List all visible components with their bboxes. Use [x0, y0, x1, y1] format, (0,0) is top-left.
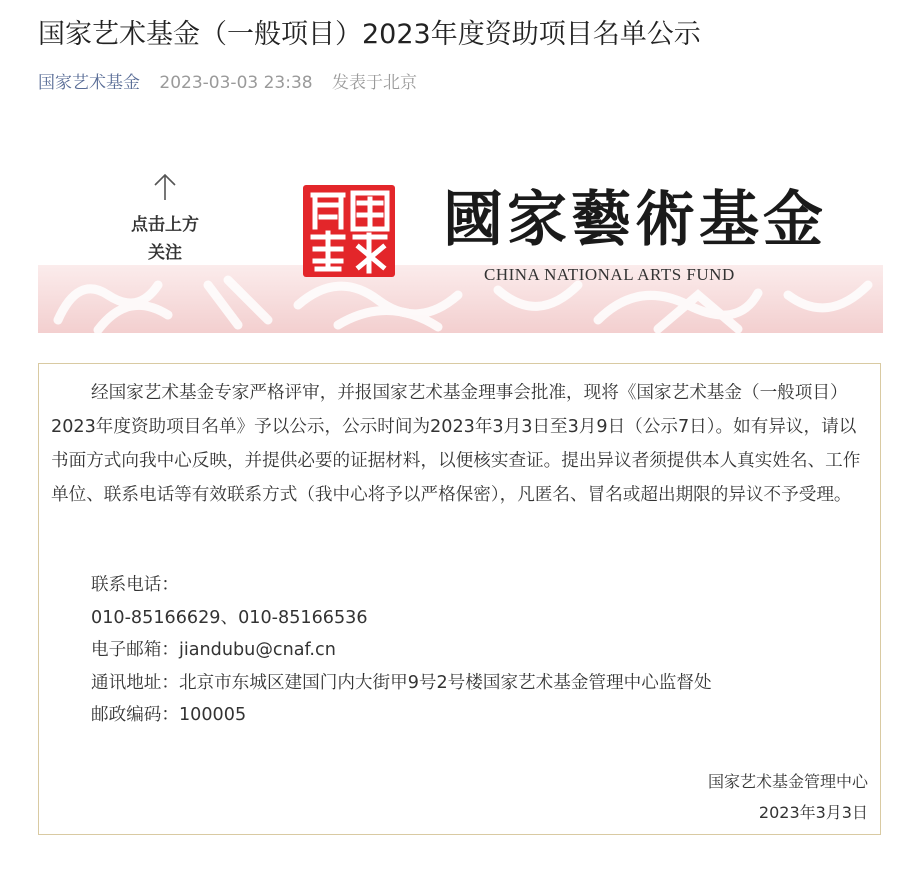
signature-block	[708, 766, 868, 828]
email-line[interactable]: 电子邮箱：jiandubu@cnaf.cn	[91, 640, 336, 660]
up-arrow-icon	[153, 173, 177, 201]
signer-name: 国家艺术基金管理中心	[707, 772, 868, 791]
contact-info	[91, 569, 712, 732]
notice-paragraph: 经国家艺术基金专家严格评审，并报国家艺术基金理事会批准，现将《国家艺术基金（一般项目）2023年度资助项目名单》予以公示，公示时间为2023年3月3日至3月9日（公示7日）。如有异议，请以书面方式向我中心反映，并提供必要的证据材料，以便核实查证。提出异议者须提供本人真实姓名、工作单位、联系电话等有效联系方式（我中心将予以严格保密），凡匿名、冒名或超出期限的异议不予受理。	[51, 383, 861, 505]
organization-name-chinese: 國家藝術基金	[443, 185, 827, 255]
phone-label: 联系电话：	[91, 575, 179, 595]
address-line: 通讯地址：北京市东城区建国门内大街甲9号2号楼国家艺术基金管理中心监督处	[91, 672, 712, 693]
red-seal-icon	[303, 185, 395, 277]
notice-box	[38, 363, 881, 835]
sign-date: 2023年3月3日	[758, 803, 868, 822]
article-meta	[38, 68, 417, 93]
author-link[interactable]: 国家艺术基金	[38, 73, 140, 93]
follow-line-1: 点击上方	[131, 215, 199, 235]
publish-datetime: 2023-03-03 23:38	[159, 73, 313, 93]
follow-prompt[interactable]	[120, 173, 210, 267]
publish-location: 发表于北京	[332, 73, 418, 93]
follow-line-2: 关注	[148, 243, 182, 263]
organization-name-english: CHINA NATIONAL ARTS FUND	[484, 265, 735, 284]
banner-watermark	[38, 265, 883, 333]
article-title: 国家艺术基金（一般项目）2023年度资助项目名单公示	[38, 19, 701, 50]
header-banner	[38, 165, 883, 333]
postcode-line: 邮政编码：100005	[91, 705, 247, 725]
phone-numbers[interactable]: 010-85166629、010-85166536	[91, 607, 368, 628]
